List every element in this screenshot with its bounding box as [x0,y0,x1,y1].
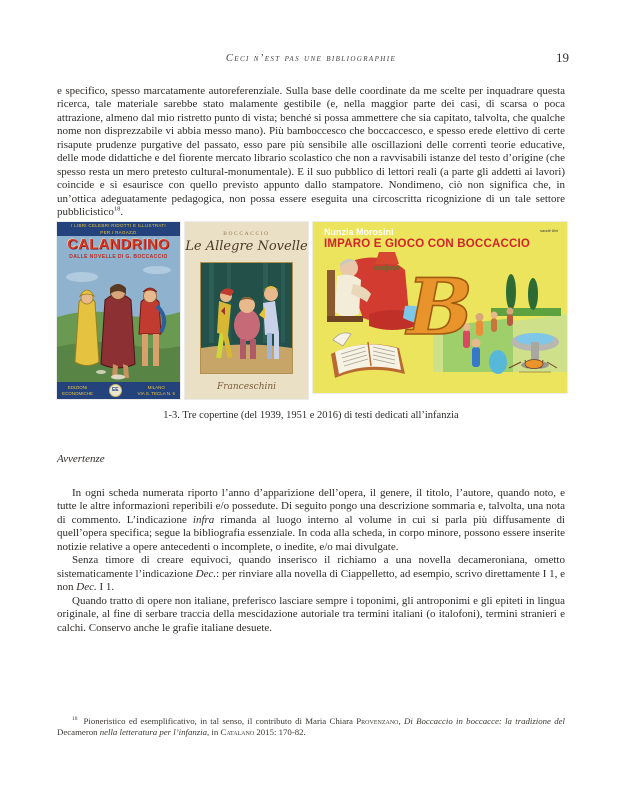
cover2-framed-illustration [200,262,293,374]
fn-seg2-smallcaps: Provenzano [356,716,399,726]
body-paragraph [57,85,565,220]
figure-three-covers [57,222,567,399]
p1-seg3: rimanda al luogo interno al volume in cui si parla più diffusamente di quell’opera specifica; segue la bibliografia essenziale. In coda alla scheda, in corpo minore, possono essere inserite notizie relative a opere antecedenti o incomplete, o inedite, e/o mai divulgate. [57,513,565,553]
cover2-illustration [201,263,292,373]
cover1-series-line1: I LIBRI CELEBRI RIDOTTI E ILLUSTRATI [71,223,166,228]
cover3-author: Nunzia Morosini [324,227,394,237]
cover2-publisher: Franceschini [216,382,277,392]
p2-seg1: Senza timore di creare equivoci, quando inserisco il richiamo a una novella decameroniana, ometto sistematicamente l’indicazione [57,554,565,580]
body-paragraph-end: . [120,206,124,219]
figure-caption: 1-3. Tre copertine (del 1939, 1951 e 2016) di testi dedicati all’infanzia [163,410,459,421]
running-head: Ceci n’est pas une bibliographie [225,53,397,64]
cover1-subtitle: DALLE NOVELLE DI G. BOCCACCIO [69,254,168,260]
fn-seg3: , [398,716,404,726]
fn-seg6-italic: nella letteratura per l’infanzia [97,727,208,738]
p1-seg2-italic: infra [192,513,215,526]
cover1-publisher-left [62,385,93,396]
cover2-title: Le Allegre Novelle [185,239,308,254]
p2-seg2-italic: Dec. [195,567,217,580]
fn-seg9: 2015: 170-82. [254,727,306,738]
cover-allegre-novelle-1951 [185,222,308,399]
footnote-18 [57,716,565,738]
fn-seg7: , in [207,727,221,738]
fn-seg4-italic: Di Boccaccio in boccacce: la tradizione del [404,716,565,726]
p1-seg1: In ogni scheda numerata riporto l’anno d’apparizione dell’opera, il genere, il titolo, l’autore, quando noto, e tutte le altre informazioni reperibili e/o possedute. Di seguito pongo una descrizione sommaria e, talvolta, una nota di commento. L’indicazione [57,487,565,526]
cover-calandrino-1939 [57,222,180,399]
cover1-publisher-right2: VIA S. TECLA N. 6 [137,390,175,396]
cover1-publisher-right1: MILANO [147,385,165,390]
p2-seg3: : per rinviare alla novella di Ciappelletto, ad esempio, scrivo direttamente I 1, e non [57,567,565,594]
avvertenze-section [57,487,565,635]
p3-seg1: Quando tratto di opere non italiane, preferisco lasciare sempre i toponimi, gli antroponimi e gli epiteti in lingua originale, al fine di serbare traccia della mescidazione autoriale tra termini italiani (o italofoni), termini stranieri e calchi. Conservo anche le grafie italiane desuete. [57,594,565,634]
footnote-marker: 18 [72,716,78,723]
body-paragraph-text: e specifico, spesso marcatamente autoreferenziale. Sulla base delle coordinate da me scelte per inquadrare questa ricerca, tale materiale sarebbe stato malamente gestibile (e, nella maggior parte dei casi, di scarsa o poca attrazione, almeno dal mio ristretto punto di vista; benché si possa ammettere che sia capitato, talvolta, che qualche nome non disprezzabile vi abbia messo mano). Più bamboccesco che boccaccesco, e spesso erede elettivo di certe risapute prudenze purgative del passato, esso pare più sensibile alle oscillazioni delle correnti teorie educative, delle mode didattiche e del fiorente mercato librario scolastico che non a ravvisabili istanze del testo d’origine (che spesso resta un mero pretesto cultural-monumentale). E il suo pubblico di lettori reali (a parte gli addetti ai lavori) coincide e si esaurisce con quello previsto appunto dallo stampatore. Nondimeno, ciò non significa che, in un’ottica adeguatamente pedagogica, non possa essere eseguita una circoscritta ricognizione di un tale settore pubblicistico [57,85,565,219]
avvertenze-paragraph-1 [57,487,565,554]
cover1-series-line2: PER I RAGAZZI [100,229,137,235]
footnote-block [57,716,565,738]
cover2-author: BOCCACCIO [223,231,270,237]
cover3-initial-letter: B [407,262,473,353]
cover1-publisher-band [57,382,180,399]
fn-seg1: Pioneristico ed esemplificativo, in tal senso, il contributo di Maria Chiara [83,716,357,726]
section-heading-avvertenze: Avvertenze [57,453,105,465]
cover-imparo-gioco-2016 [313,222,567,393]
fn-seg8-smallcaps: Catalano [220,727,255,738]
avvertenze-paragraph-2 [57,554,565,594]
cover1-publisher-right [138,385,175,396]
cover3-publisher-logo: sandit libri [539,228,558,233]
cover1-publisher-left1: EDIZIONI [67,385,88,390]
cover1-publisher-left2: ECONOMICHE [62,390,94,396]
cover1-title: CALANDRINO [67,237,170,253]
cover3-title: IMPARO E GIOCO CON BOCCACCIO [324,238,531,250]
cover1-series-band [57,222,180,236]
fn-seg5: Decameron [57,727,98,738]
cover1-publisher-logo-icon: EE [109,384,122,397]
p2-seg4-italic: Dec. [76,581,97,594]
footnote-reference: 18 [113,205,121,213]
avvertenze-paragraph-3 [57,595,565,635]
p2-seg5: I 1. [96,581,115,594]
page-number: 19 [556,50,569,65]
